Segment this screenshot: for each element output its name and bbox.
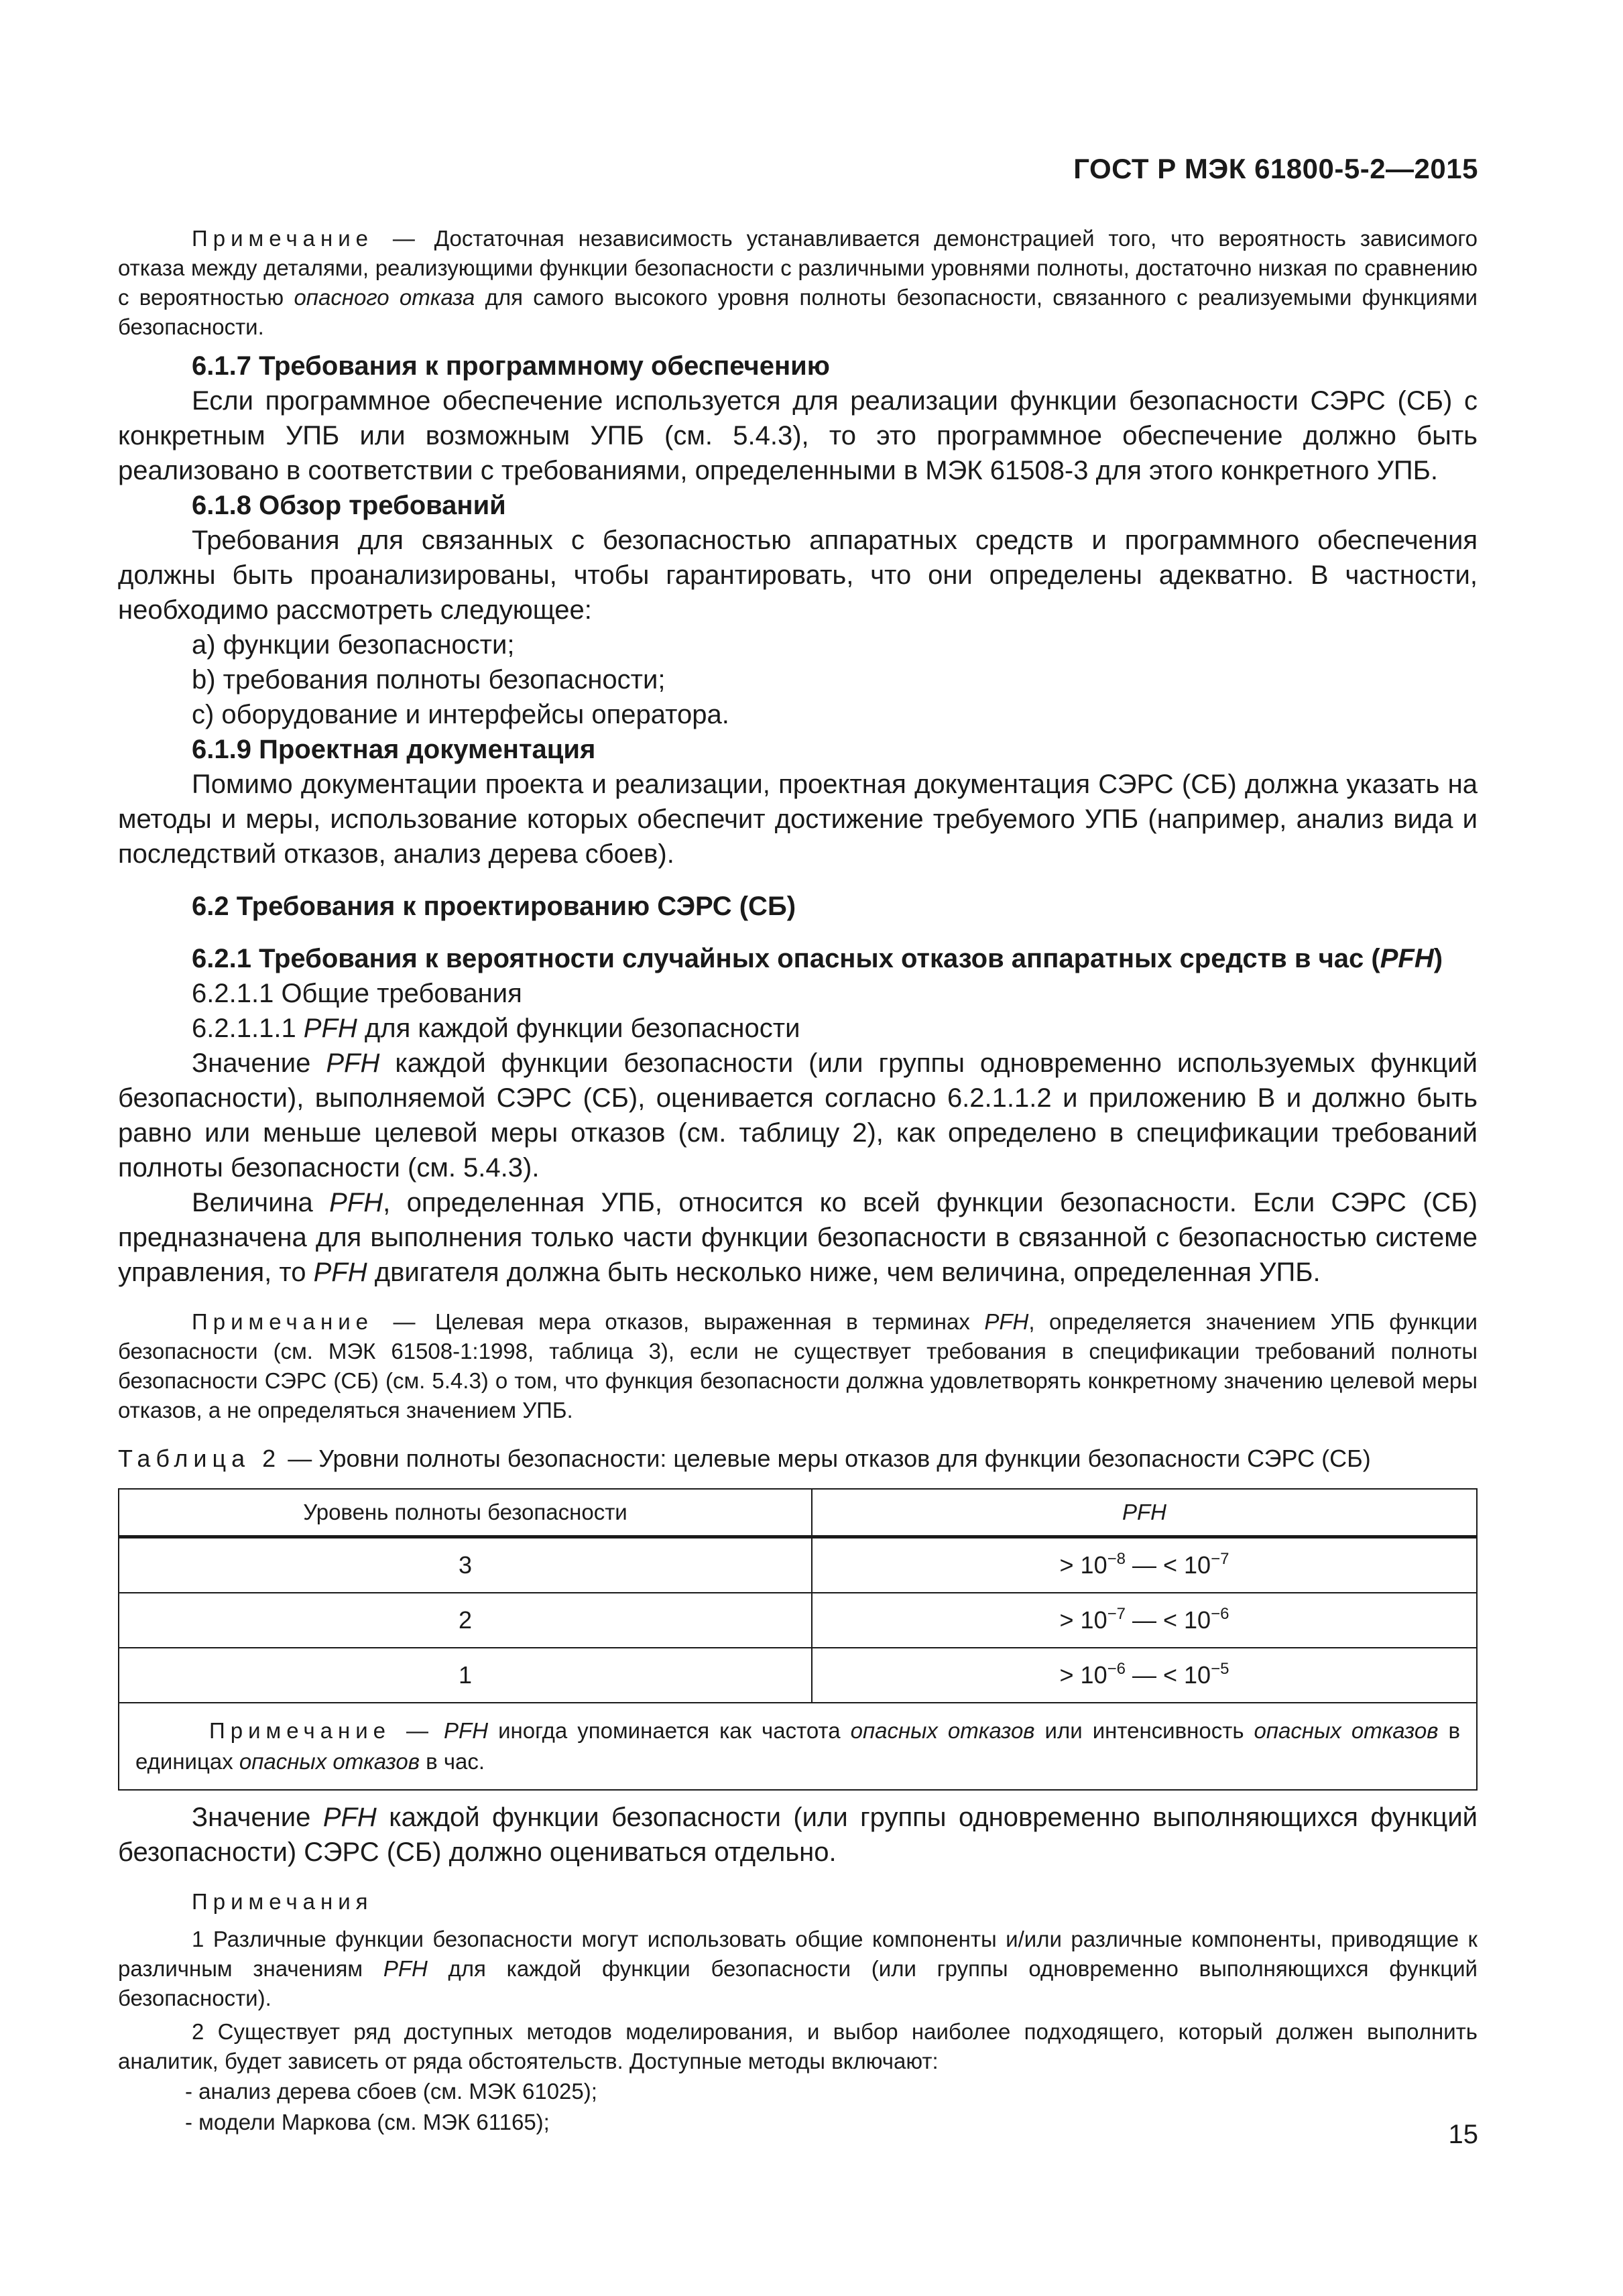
exponent: −7	[1211, 1550, 1229, 1568]
note-text: Целевая мера отказов, выраженная в терминах	[420, 1309, 985, 1334]
notes-label	[118, 1887, 1478, 1917]
note-1	[118, 1925, 1478, 2013]
note-italic-term: опасных отказов	[1254, 1718, 1439, 1743]
table-row	[119, 1537, 1477, 1593]
heading-6-2-1	[118, 941, 1478, 976]
sil-pfh-table	[118, 1488, 1478, 1791]
paragraph-pfh-magnitude	[118, 1185, 1478, 1290]
list-item: - модели Маркова (см. МЭК 61165);	[185, 2110, 550, 2134]
paragraph-pfh-separate	[118, 1800, 1478, 1870]
pfh-term: PFH	[329, 1188, 383, 1217]
note-text: 1 Различные функции безопасности могут использовать общие компоненты и/или различные компоненты, приводящие к различным значениям	[118, 1927, 1478, 1981]
cell-sil: 2	[119, 1593, 812, 1648]
note-2: 2 Существует ряд доступных методов моделирования, и выбор наиболее подходящего, который должен выполнить аналитик, будет зависеть от ряда обстоятельств. Доступные методы включают:	[118, 2019, 1478, 2073]
heading-text: для каждой функции безопасности	[357, 1014, 800, 1043]
list-item: b) требования полноты безопасности;	[192, 665, 666, 694]
pfh-term: PFH	[984, 1309, 1029, 1334]
range-low: > 10	[1059, 1551, 1107, 1579]
note-text: для каждой функции безопасности (или группы одновременно выполняющихся функций безопасности).	[118, 1956, 1478, 2010]
text: Величина	[192, 1188, 330, 1217]
note-text: Достаточная независимость устанавливается демонстрацией того, что вероятность зависимого отказа между деталями, реализующими функции безопасности с различными уровнями полноты, достаточно низкая по сравнению с вероятностью	[118, 226, 1478, 310]
page-content	[118, 221, 1478, 2138]
note-text: или интенсивность	[1034, 1718, 1254, 1743]
note-target-failure-measure	[118, 1307, 1478, 1425]
text: двигателя должна быть несколько ниже, чем величина, определенная УПБ.	[367, 1258, 1321, 1287]
note-text: в единицах	[135, 1718, 1461, 1774]
table-caption	[118, 1443, 1478, 1475]
paragraph-6-1-9: Помимо документации проекта и реализации, проектная документация СЭРС (СБ) должна указать на методы и меры, использование которых обеспечит достижение требуемого УПБ (например, анализ вида и последствий отказов, анализ дерева сбоев).	[118, 770, 1478, 869]
text: каждой функции безопасности (или группы одновременно выполняющихся функций безопасности) СЭРС (СБ) должно оцениваться отдельно.	[118, 1803, 1478, 1867]
range-separator: —	[1125, 1606, 1163, 1634]
heading-6-2-1-1: 6.2.1.1 Общие требования	[192, 979, 522, 1008]
note-italic-term: опасных отказов	[239, 1749, 420, 1774]
exponent: −6	[1211, 1605, 1229, 1623]
range-separator: —	[1125, 1661, 1163, 1689]
heading-pfh: PFH	[303, 1014, 357, 1043]
paragraph-6-1-8: Требования для связанных с безопасностью аппаратных средств и программного обеспечения должны быть проанализированы, чтобы гарантировать, что они определены адекватно. В частности, необходимо рассмотреть следующее:	[118, 526, 1478, 625]
text: Значение	[192, 1048, 326, 1078]
note-italic-term: опасного отказа	[294, 285, 475, 310]
text: каждой функции безопасности (или группы одновременно используемых функций безопасности), выполняемой СЭРС (СБ), оценивается согласно 6.2.1.1.2 и приложению B и должно быть равно или меньше целевой меры отказов (см. таблицу 2), как определено в спецификации требований полноты безопасности (см. 5.4.3).	[118, 1048, 1478, 1183]
heading-6-1-8: 6.1.8 Обзор требований	[192, 491, 506, 520]
cell-pfh-range	[812, 1537, 1477, 1593]
heading-6-2: 6.2 Требования к проектированию СЭРС (СБ)	[192, 892, 796, 921]
cell-pfh-range	[812, 1593, 1477, 1648]
range-high: < 10	[1163, 1606, 1211, 1634]
note-text: , определяется значением УПБ функции безопасности (см. МЭК 61508-1:1998, таблица 3), если не существует требования в спецификации требований полноты безопасности СЭРС (СБ) (см. 5.4.3) о том, что функция безопасности должна удовлетворять конкретному значению целевой меры отказов, а не определяться значением УПБ.	[118, 1309, 1478, 1423]
pfh-term: PFH	[434, 1718, 489, 1743]
table-row	[119, 1593, 1477, 1648]
pfh-term: PFH	[383, 1956, 428, 1981]
list-item: c) оборудование и интерфейсы оператора.	[192, 700, 729, 729]
list-item: - анализ дерева сбоев (см. МЭК 61025);	[185, 2079, 597, 2104]
text: , определенная УПБ, относится ко всей функции безопасности. Если СЭРС (СБ) предназначена для выполнения только части функции безопасности в связанной с безопасностью системе управления, то	[118, 1188, 1478, 1287]
exponent: −5	[1211, 1660, 1229, 1678]
range-high: < 10	[1163, 1551, 1211, 1579]
range-high: < 10	[1163, 1661, 1211, 1689]
heading-pfh: PFH	[1380, 944, 1434, 973]
heading-6-2-1-1-1	[118, 1011, 1478, 1046]
note-text: иногда упоминается как частота	[488, 1718, 851, 1743]
document-id-header: ГОСТ Р МЭК 61800-5-2—2015	[1073, 153, 1478, 184]
cell-pfh-range	[812, 1648, 1477, 1703]
range-low: > 10	[1059, 1606, 1107, 1634]
heading-6-1-9: 6.1.9 Проектная документация	[192, 735, 596, 764]
note-italic-term: опасных отказов	[850, 1718, 1035, 1743]
note-text: для самого высокого уровня полноты безопасности, связанного с реализуемыми функциями безопасности.	[118, 285, 1478, 339]
exponent: −7	[1107, 1605, 1126, 1623]
table-header-row	[119, 1489, 1477, 1537]
column-header-pfh	[812, 1489, 1477, 1537]
range-low: > 10	[1059, 1661, 1107, 1689]
note-label: Примечание —	[209, 1718, 434, 1743]
heading-text: 6.2.1 Требования к вероятности случайных опасных отказов аппаратных средств в час (	[192, 944, 1380, 973]
heading-6-1-7: 6.1.7 Требования к программному обеспечению	[192, 351, 830, 381]
range-separator: —	[1125, 1551, 1163, 1579]
pfh-term: PFH	[326, 1048, 380, 1078]
cell-sil: 1	[119, 1648, 812, 1703]
note-label: Примечание —	[192, 1309, 421, 1334]
note-text: в час.	[419, 1749, 485, 1774]
pfh-term: PFH	[322, 1803, 377, 1832]
text: Значение	[192, 1803, 323, 1832]
note-label: Примечания	[192, 1889, 373, 1914]
table-caption-text: — Уровни полноты безопасности: целевые меры отказов для функции безопасности СЭРС (СБ)	[281, 1445, 1371, 1472]
table-caption-label: Таблица 2	[118, 1445, 282, 1472]
page-number: 15	[1448, 2120, 1478, 2149]
column-header-sil: Уровень полноты безопасности	[119, 1489, 812, 1537]
table-note-row	[119, 1703, 1477, 1790]
table-row	[119, 1648, 1477, 1703]
exponent: −8	[1107, 1550, 1126, 1568]
table-note	[119, 1703, 1477, 1790]
note-label: Примечание —	[192, 226, 420, 251]
paragraph-6-1-7: Если программное обеспечение используется для реализации функции безопасности СЭРС (СБ) с конкретным УПБ или возможным УПБ (см. 5.4.3), то это программное обеспечение должно быть реализовано в соответствии с требованиями, определенными в МЭК 61508-3 для этого конкретного УПБ.	[118, 386, 1478, 485]
note-independence	[118, 224, 1478, 342]
paragraph-pfh-value	[118, 1046, 1478, 1185]
list-item: a) функции безопасности;	[192, 630, 515, 660]
cell-sil: 3	[119, 1537, 812, 1593]
pfh-term: PFH	[313, 1258, 367, 1287]
heading-number: 6.2.1.1.1	[192, 1014, 304, 1043]
pfh-term: PFH	[1122, 1500, 1166, 1524]
exponent: −6	[1107, 1660, 1126, 1678]
heading-text: )	[1433, 944, 1443, 973]
